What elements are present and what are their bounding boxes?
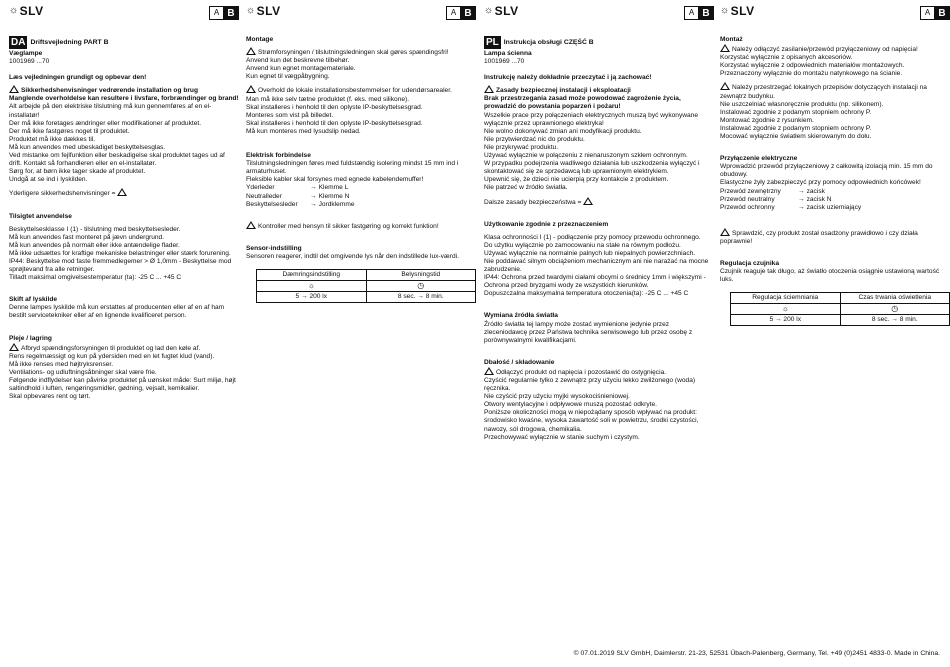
safety-heading-2: Manglende overholdelse kan resultere i livsfare, forbrændinger og brand!	[9, 95, 239, 103]
use-line: IP44: Beskyttelse mod faste fremmedlegemer > Ø 1,0mm - Beskyttelse mod sprøjtevand fra alle retninger.	[9, 257, 232, 274]
connection-list	[720, 188, 950, 212]
ab-badge: A B	[446, 6, 476, 20]
column-da-1	[9, 6, 239, 401]
ab-badge: A B	[684, 6, 714, 20]
ab-badge-b: B	[224, 7, 238, 19]
safety-line: Undgå at se ind i lyskilden.	[9, 176, 88, 184]
warning-icon	[720, 44, 730, 52]
warning-icon	[246, 85, 256, 93]
elec-heading: Przyłączenie elektryczne	[720, 155, 798, 163]
column-da-2	[246, 6, 476, 303]
safety-line: Wszelkie prace przy połączeniach elektrycznych muszą być wykonywane wyłącznie przez uprawnionego elektryka!	[484, 111, 699, 127]
product-name: Væglampe	[9, 50, 43, 57]
care-line: Odłączyć produkt od napięcia i pozostawić do ostygnięcia.	[484, 367, 714, 377]
table-header: Regulacja ściemniania	[731, 293, 841, 304]
regs-warning: Należy przestrzegać lokalnych przepisów dotyczących instalacji na zewnątrz budynku.	[720, 84, 927, 100]
use-line: Må kun anvendes fast monteret på jævn undergrund.	[9, 233, 165, 241]
conn-target: → Klemme N	[310, 192, 350, 200]
sun-icon: ☼	[257, 280, 367, 291]
elec-line: Wprowadzić przewód przyłączeniowy z całkowitą izolacją min. 15 mm do obudowy.	[720, 163, 933, 179]
use-line: Używać wyłącznie na normalnie palnych lub niepalnych powierzchniach.	[484, 249, 696, 257]
page-header	[246, 6, 476, 24]
safety-line: W przypadku podejrzenia wadliwego działania lub uszkodzenia wyłączyć i skontaktować się ze sprzedawcą lub uprawnionym elektrykiem.	[484, 160, 700, 176]
language-title	[9, 36, 239, 49]
care-line: Poniższe okoliczności mogą w niepożądany sposób wpływać na produkt: środowisko kwaśne, wysoka zawartość soli w powietrzu, środki czystości, nawozy, sól drogowa, chemikalia.	[484, 409, 699, 433]
use-line: Tilladt maksimal omgivelsestemperatur (ta): -25 C ... +45 C	[9, 274, 182, 282]
care-line: Afbryd spændingsforsyningen til produktet og lad den køle af.	[9, 343, 239, 353]
mount-line: Korzystać wyłącznie z opisanych akcesoriów.	[720, 54, 853, 62]
table-header: Czas trwania oświetlenia	[840, 293, 950, 304]
use-heading: Użytkowanie zgodnie z przeznaczeniem	[484, 220, 609, 228]
sensor-table	[256, 269, 476, 303]
mount-warning: Strømforsyningen / tilslutningsledningen skal gøres spændingsfri!	[246, 47, 476, 57]
page-header	[484, 6, 714, 24]
slv-logo: ☼ SLV	[9, 4, 44, 18]
mount-heading: Montage	[246, 36, 274, 43]
product-name: Lampa ścienna	[484, 50, 532, 57]
sun-icon: ☼	[9, 5, 19, 16]
care-heading: Dbałość / składowanie	[484, 358, 555, 366]
warning-icon	[583, 197, 593, 205]
care-heading: Pleje / lagring	[9, 334, 52, 342]
safety-line: Upewnić się, że dzieci nie ucierpią przy kontakcie z produktem.	[484, 176, 669, 184]
elec-line: Tilslutningsledningen føres med fuldstændig isolering mindst 15 mm ind i armaturhuset.	[246, 160, 459, 176]
document-title: Driftsvejledning PART B	[30, 39, 109, 46]
conn-target: → Klemme L	[310, 184, 349, 192]
use-line: Må ikke udsættes for kraftige mekaniske belastninger eller stærk forurening.	[9, 249, 231, 257]
ab-badge: A B	[920, 6, 950, 20]
warning-icon	[484, 367, 494, 375]
safety-line: Nie wolno dokonywać zmian ani modyfikacji produktu.	[484, 127, 642, 135]
care-line: Må ikke renses med højtryksrenser.	[9, 360, 114, 368]
table-value: 8 sec. → 8 min.	[840, 315, 950, 326]
table-value: 5 → 200 lx	[257, 291, 367, 302]
read-notice: Læs vejledningen grundigt og opbevar den!	[9, 74, 147, 82]
connection-list	[246, 184, 476, 208]
safety-heading: Zasady bezpiecznej instalacji i eksploatacji	[484, 85, 714, 95]
care-line: Følgende indflydelser kan påvirke produktet på uønsket måde: Surt miljø, højt saltindhold i luften, rengøringsmidler, gødning, vejsalt, kemikalier.	[9, 377, 236, 393]
care-line: Rens regelmæssigt og kun på ydersiden med en let fugtet klud (vand).	[9, 352, 215, 360]
conn-label: Przewód zewnętrzny	[720, 187, 781, 195]
article-number: 1001969 ...70	[484, 58, 525, 66]
regs-line: Instalować zgodnie z podanym stopniem ochrony P.	[720, 108, 872, 116]
sun-icon: ☼	[484, 5, 494, 16]
more-safety: Dalsze zasady bezpieczeństwa =	[484, 197, 714, 207]
safety-line: Nie przytwierdzać nic do produktu.	[484, 135, 585, 143]
table-value: 8 sec. → 8 min.	[366, 291, 475, 302]
care-line: Czyścić regularnie tylko z zewnątrz przy użyciu lekko zwilżonego (woda) ręcznika.	[484, 377, 696, 393]
elec-line: Elastyczne żyły zabezpieczyć przy pomocy odpowiednich końcówek!	[720, 179, 921, 187]
sun-icon: ☼	[720, 5, 730, 16]
lamp-text: Denne lampes lyskilde må kun erstattes af producenten eller af en af ham bestilt servicetekniker eller af en lignende kvalificeret person.	[9, 304, 225, 320]
warning-icon	[246, 47, 256, 55]
safety-line: Der må ikke foretages ændringer eller modifikationer af produktet.	[9, 119, 202, 127]
mount-warning: Należy odłączyć zasilanie/przewód przyłączeniowy od napięcia!	[720, 44, 950, 54]
care-line: Przechowywać wyłącznie w stanie suchym i czystym.	[484, 433, 640, 441]
sensor-text: Czujnik reaguje tak długo, aż światło otoczenia osiągnie ustawioną wartość luks.	[720, 268, 940, 284]
language-code: PL	[486, 37, 499, 48]
safety-line: Ved mistanke om fejlfunktion eller beskadigelse skal produktet tages ud af drift. Kontakt så forhandleren eller en el-installatør.	[9, 152, 225, 168]
safety-line: Sørg for, at børn ikke tager skade af produktet.	[9, 168, 146, 176]
clock-icon: ◷	[840, 304, 950, 315]
warning-icon	[484, 85, 494, 93]
elec-line: Fleksible kabler skal forsynes med egnede kabelendemuffer!	[246, 176, 424, 184]
safety-line: Alt arbejde på den elektriske tilslutning må kun gennemføres af en el-installatør!	[9, 103, 212, 119]
mount-line: Korzystać wyłącznie z odpowiednich materiałów montażowych.	[720, 62, 905, 70]
elec-heading: Elektrisk forbindelse	[246, 152, 311, 160]
sensor-heading: Sensor-indstilling	[246, 244, 302, 252]
document-title: Instrukcja obsługi CZĘŚĆ B	[503, 39, 594, 46]
warning-icon	[9, 343, 19, 351]
more-safety: Yderligere sikkerhedshenvisninger =	[9, 188, 239, 198]
warning-icon	[9, 85, 19, 93]
conn-target: → Jordklemme	[310, 200, 355, 208]
safety-line: Używać wyłącznie w połączeniu z nienaruszonym szkłem ochronnym.	[484, 152, 688, 160]
lamp-heading: Wymiana źródła światła	[484, 312, 558, 320]
footer: © 07.01.2019 SLV GmbH, Daimlerstr. 21-23, 52531 Übach-Palenberg, Germany, Tel. +49 (0)2451 4833-0. Made in China.	[573, 650, 940, 657]
mount-heading: Montaż	[720, 36, 743, 43]
mount-line: Anvend kun egnet montagemateriale.	[246, 65, 356, 73]
use-line: IP44: Ochrona przed twardymi ciałami obcymi o średnicy 1mm i większymi - Ochrona przed bryzgami wody ze wszystkich kierunków.	[484, 274, 706, 290]
use-line: Dopuszczalna maksymalna temperatura otoczenia(ta): -25 C ... +45 C	[484, 290, 689, 298]
column-pl-2	[720, 6, 950, 326]
regs-line: Man må ikke selv tætne produktet (f. eks. med silikone).	[246, 95, 410, 103]
use-heading: Tilsigtet anvendelse	[9, 212, 72, 220]
language-title	[484, 36, 714, 49]
safety-heading-2: Brak przestrzegania zasad może powodować zagrożenie życia, prowadzić do powstania poparzeń i pożaru!	[484, 95, 681, 111]
safety-line: Der må ikke fastgøres noget til produktet.	[9, 127, 130, 135]
conn-label: Przewód ochronny	[720, 203, 775, 211]
regs-line: Må kun monteres med lysudslip nedad.	[246, 127, 361, 135]
care-line: Skal opbevares rent og tørt.	[9, 393, 91, 401]
ab-badge	[209, 6, 239, 20]
regs-line: Skal installeres i henhold til den oplyste IP-beskyttelsesgrad.	[246, 119, 423, 127]
care-line: Otwory wentylacyjne i odpływowe muszą pozostać odkryte.	[484, 401, 657, 409]
regs-line: Montować zgodnie z rysunkiem.	[720, 116, 814, 124]
use-line: Nie poddawać silnym obciążeniom mechanicznym ani nie narażać na mocne zabrudzenie.	[484, 257, 709, 274]
page-header	[720, 6, 950, 24]
sensor-heading: Regulacja czujnika	[720, 259, 779, 267]
use-line: Klasa ochronności I (1) - podłączenie przy pomocy przewodu ochronnego.	[484, 233, 701, 241]
article-number: 1001969 ...70	[9, 58, 50, 66]
lamp-heading: Skift af lyskilde	[9, 296, 58, 304]
sensor-table	[730, 292, 950, 326]
regs-line: Mocować wyłącznie światłem skierowanym do dołu.	[720, 133, 872, 141]
table-value: 5 → 200 lx	[731, 315, 841, 326]
column-pl-1	[484, 6, 714, 442]
sensor-text: Sensoren reagerer, indtil det omgivende lys når den indstillede lux-værdi.	[246, 252, 459, 260]
language-code: DA	[11, 37, 26, 48]
regs-line: Skal installeres i henhold til den oplyste IP-beskyttelsesgrad.	[246, 103, 423, 111]
slv-logo: ☼ SLV	[246, 4, 281, 18]
regs-warning: Overhold de lokale installationsbestemmelser for udendørsarealer.	[246, 85, 476, 95]
regs-line: Monteres som vist på billedet.	[246, 111, 334, 119]
conn-label: Beskyttelsesleder	[246, 200, 298, 208]
care-line: Ventilations- og udluftningsåbninger skal være frie.	[9, 368, 157, 376]
mount-line: Przeznaczony wyłącznie do montażu natynkowego na ścianie.	[720, 70, 903, 78]
use-line: Beskyttelsesklasse I (1) - tilslutning med beskyttelsesleder.	[9, 225, 181, 233]
check-warning: Kontroller med hensyn til sikker fastgøring og korrekt funktion!	[246, 221, 476, 231]
regs-line: Instalować zgodnie z podanym stopniem ochrony P.	[720, 124, 872, 132]
conn-target: → zacisk uziemiający	[798, 203, 862, 211]
clock-icon: ◷	[366, 280, 475, 291]
warning-icon	[720, 228, 730, 236]
regs-line: Nie uszczelniać własnoręcznie produktu (np. silikonem).	[720, 100, 884, 108]
safety-line: Produktet må ikke dækkes til.	[9, 135, 96, 143]
safety-heading: Sikkerhedshenvisninger vedrørende installation og brug	[9, 85, 239, 95]
warning-icon	[246, 221, 256, 229]
slv-logo: ☼ SLV	[484, 4, 519, 18]
care-line: Nie czyścić przy użyciu myjki wysokociśnieniowej.	[484, 393, 630, 401]
safety-line: Må kun anvendes med ubeskadiget beskyttelsesglas.	[9, 143, 166, 151]
safety-line: Nie przykrywać produktu.	[484, 143, 559, 151]
conn-target: → zacisk	[798, 187, 825, 195]
lamp-text: Źródło światła tej lampy może zostać wymienione jedynie przez zleceniodawcę przez Państwa technika serwisowego lub przez osobę z porównywalnymi kwalifikacjami.	[484, 320, 693, 344]
slv-logo: ☼ SLV	[720, 4, 755, 18]
check-warning: Sprawdzić, czy produkt został osadzony prawidłowo i czy działa poprawnie!	[720, 229, 918, 245]
sun-icon: ☼	[246, 5, 256, 16]
page-header	[9, 6, 239, 24]
use-line: Må kun anvendes på normalt eller ikke antændelige flader.	[9, 241, 180, 249]
use-line: Do użytku wyłącznie po zamocowaniu na stałe na równym podłożu.	[484, 241, 681, 249]
conn-label: Przewód neutralny	[720, 195, 775, 203]
ab-badge-a: A	[210, 7, 224, 19]
conn-target: → zacisk N	[798, 195, 832, 203]
warning-icon	[117, 188, 127, 196]
mount-line: Kun egnet til vægpåbygning.	[246, 73, 330, 81]
conn-label: Neutralleder	[246, 192, 282, 200]
warning-icon	[720, 82, 730, 90]
table-header: Belysningstid	[366, 269, 475, 280]
table-header: Dæmringsindstilling	[257, 269, 367, 280]
mount-line: Anvend kun det beskrevne tilbehør.	[246, 57, 350, 65]
conn-label: Yderleder	[246, 184, 275, 192]
sun-icon: ☼	[731, 304, 841, 315]
safety-line: Nie patrzeć w źródło światła.	[484, 184, 568, 192]
read-notice: Instrukcję należy dokładnie przeczytać i ją zachować!	[484, 74, 652, 82]
